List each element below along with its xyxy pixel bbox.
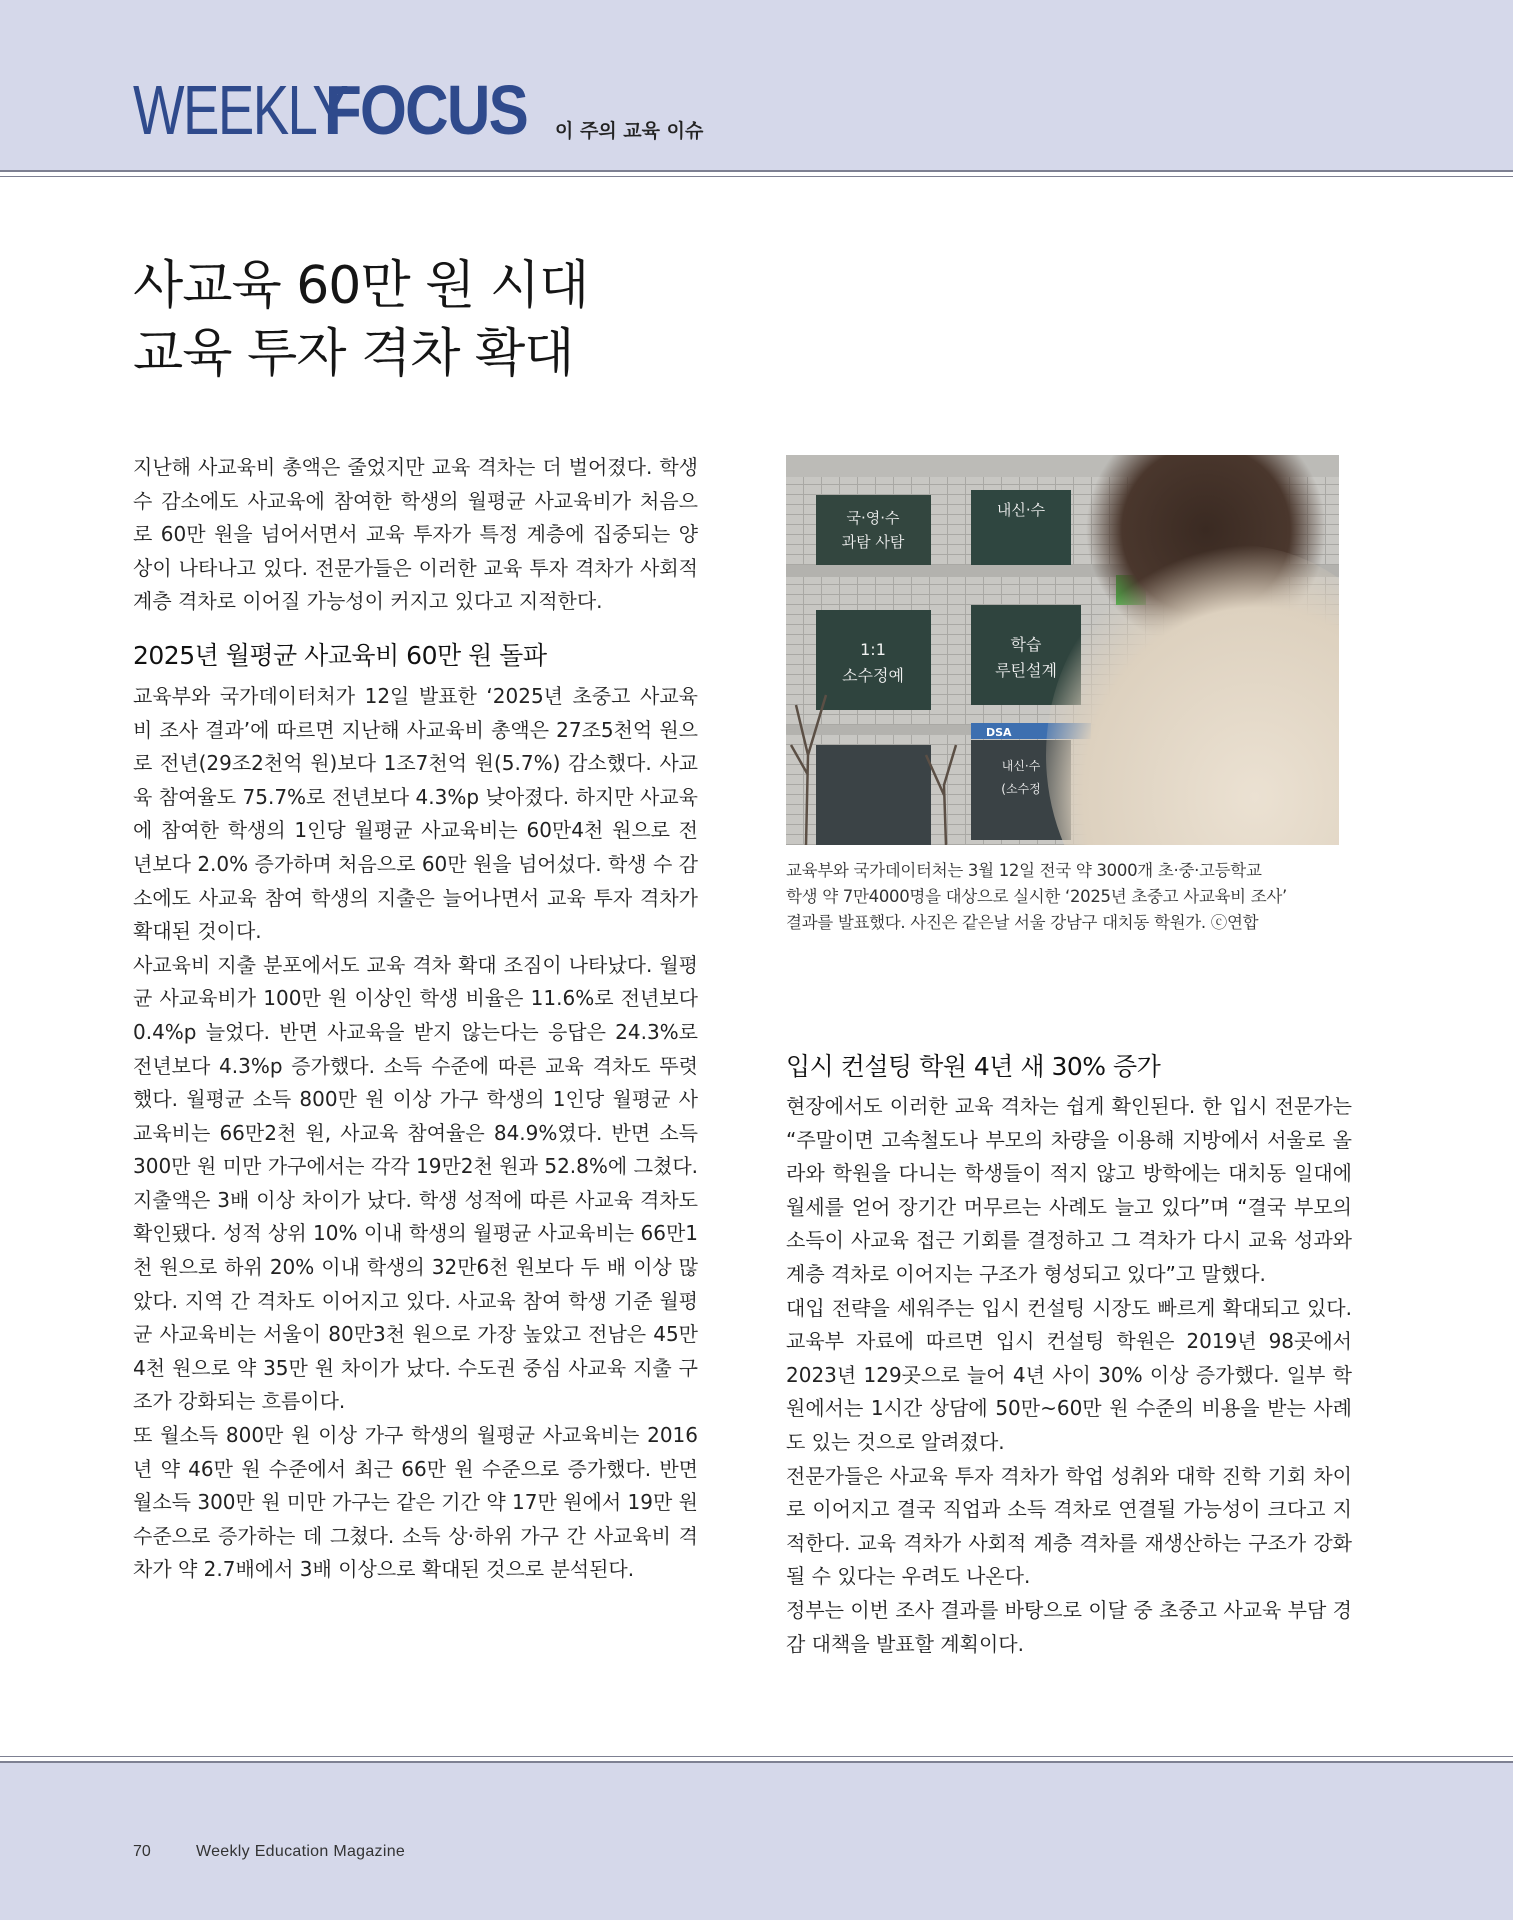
academy-street-photo xyxy=(786,455,1339,845)
section2-paragraph-2: 대입 전략을 세워주는 입시 컨설팅 시장도 빠르게 확대되고 있다. 교육부 자료에 따르면 입시 컨설팅 학원은 2019년 98곳에서 2023년 129곳으로 늘어 4년 사이 30% 이상 증가했다. 일부 학원에서는 1시간 상담에 50만~60만 원 수준의 비용을 받는 사례도 있는 것으로 알려졌다. xyxy=(786,1295,1352,1454)
sign-naesin-2: 내신·수 xyxy=(1001,759,1041,773)
photo-caption xyxy=(786,858,1356,936)
sign-small-group: 소수정예 xyxy=(842,666,904,685)
section1-paragraph-1: 교육부와 국가데이터처가 12일 발표한 ‘2025년 초중고 사교육비 조사 결과’에 따르면 지난해 사교육비 총액은 27조5천억 원으로 전년(29조2천억 원)보다 1조7천억 원(5.7%) 감소했다. 사교육 참여율도 75.7%로 전년보다 4.3%p 낮아졌다. 하지만 사교육에 참여한 학생의 1인당 월평균 사교육비는 60만4천 원으로 전년보다 2.0% 증가하며 처음으로 60만 원을 넘어섰다. 학생 수 감소에도 사교육 참여 학생의 지출은 늘어나면서 교육 투자 격차가 확대된 것이다. xyxy=(133,683,698,944)
academy-logo: DSA xyxy=(986,726,1012,739)
brand-word-focus: FOCUS xyxy=(325,71,528,149)
sign-naesin: 내신·수 xyxy=(996,501,1046,519)
section2-paragraph-1: 현장에서도 이러한 교육 격차는 쉽게 확인된다. 한 입시 전문가는 “주말이면 고속철도나 부모의 차량을 이용해 지방에서 서울로 올라와 학원을 다니는 학생들이 적지 않고 방학에는 대치동 일대에 월세를 얻어 장기간 머무르는 사례도 늘고 있다”며 “결국 부모의 소득이 사교육 접근 기회를 결정하고 그 격차가 다시 교육 성과와 계층 격차로 이어지는 구조가 형성되고 있다”고 말했다. xyxy=(786,1094,1352,1286)
article-title xyxy=(133,252,833,388)
footer-divider-thin xyxy=(0,1756,1513,1757)
section1-heading: 2025년 월평균 사교육비 60만 원 돌파 xyxy=(133,640,547,670)
section2-paragraph-3: 전문가들은 사교육 투자 격차가 학업 성취와 대학 진학 기회 차이로 이어지고 결국 직업과 소득 격차로 연결될 가능성이 크다고 지적한다. 교육 격차가 사회적 계층 격차를 재생산하는 구조가 강화될 수 있다는 우려도 나온다. xyxy=(786,1463,1352,1589)
section1-paragraph-2: 사교육비 지출 분포에서도 교육 격차 확대 조짐이 나타났다. 월평균 사교육비가 100만 원 이상인 학생 비율은 11.6%로 전년보다 0.4%p 늘었다. 반면 사교육을 받지 않는다는 응답은 24.3%로 전년보다 4.3%p 증가했다. 소득 수준에 따른 교육 격차도 뚜렷했다. 월평균 소득 800만 원 이상 가구 학생의 1인당 월평균 사교육비는 66만2천 원, 사교육 참여율은 84.9%였다. 반면 소득 300만 원 미만 가구에서는 각각 19만2천 원과 52.8%에 그쳤다. 지출액은 3배 이상 차이가 났다. 학생 성적에 따른 사교육 격차도 확인됐다. 성적 상위 10% 이내 학생의 월평균 사교육비는 66만1천 원으로 하위 20% 이내 학생의 32만6천 원보다 두 배 이상 많았다. 지역 간 격차도 이어지고 있다. 사교육 참여 학생 기준 월평균 사교육비는 서울이 80만3천 원으로 가장 높았고 전남은 45만4천 원으로 약 35만 원 차이가 났다. 수도권 중심 사교육 지출 구조가 강화되는 흐름이다. xyxy=(133,952,698,1414)
sign-study: 학습 xyxy=(1010,635,1042,654)
section2-heading: 입시 컨설팅 학원 4년 새 30% 증가 xyxy=(786,1052,1161,1081)
sign-small-group-2: (소수정 xyxy=(1001,782,1041,796)
header-divider xyxy=(0,170,1513,172)
article-title-line2: 교육 투자 격차 확대 xyxy=(133,324,574,384)
sign-subjects-2: 과탐 사탐 xyxy=(841,533,905,551)
sign-subjects: 국·영·수 xyxy=(846,509,900,527)
lead-paragraph: 지난해 사교육비 총액은 줄었지만 교육 격차는 더 벌어졌다. 학생 수 감소에도 사교육에 참여한 학생의 월평균 사교육비가 처음으로 60만 원을 넘어서면서 교육 투자가 특정 계층에 집중되는 양상이 나타나고 있다. 전문가들은 이러한 교육 투자 격차가 사회적 계층 격차로 이어질 가능성이 커지고 있다고 지적한다. xyxy=(133,455,698,614)
section-subtitle: 이 주의 교육 이슈 xyxy=(555,120,704,142)
section1-paragraph-3: 또 월소득 800만 원 이상 가구 학생의 월평균 사교육비는 2016년 약 46만 원 수준에서 최근 66만 원 수준으로 증가했다. 반면 월소득 300만 원 미만 가구는 같은 기간 약 17만 원에서 19만 원 수준으로 증가하는 데 그쳤다. 소득 상·하위 가구 간 사교육비 격차가 약 2.7배에서 3배 이상으로 확대된 것으로 분석된다. xyxy=(133,1423,698,1582)
header-divider-thin xyxy=(0,176,1513,177)
caption-line-2: 학생 약 7만4000명을 대상으로 실시한 ‘2025년 초중고 사교육비 조사’ xyxy=(786,887,1287,906)
caption-line-1: 교육부와 국가데이터처는 3월 12일 전국 약 3000개 초·중·고등학교 xyxy=(786,861,1262,880)
sign-routine: 루틴설계 xyxy=(995,661,1057,680)
brand-word-weekly: WEEKLY xyxy=(133,71,348,149)
article-title-line1: 사교육 60만 원 시대 xyxy=(133,256,589,316)
article-photo xyxy=(786,455,1339,845)
magazine-name: Weekly Education Magazine xyxy=(196,1843,406,1860)
left-column xyxy=(133,451,698,1587)
section-brand xyxy=(133,70,528,150)
footer-band xyxy=(0,1763,1513,1920)
sign-one-on-one: 1:1 xyxy=(860,640,886,659)
caption-line-3: 결과를 발표했다. 사진은 같은날 서울 강남구 대치동 학원가. ⓒ연합 xyxy=(786,913,1259,932)
page-number: 70 xyxy=(133,1843,151,1860)
section2-paragraph-4: 정부는 이번 조사 결과를 바탕으로 이달 중 초중고 사교육 부담 경감 대책을 발표할 계획이다. xyxy=(786,1597,1352,1656)
right-column xyxy=(786,1049,1352,1661)
